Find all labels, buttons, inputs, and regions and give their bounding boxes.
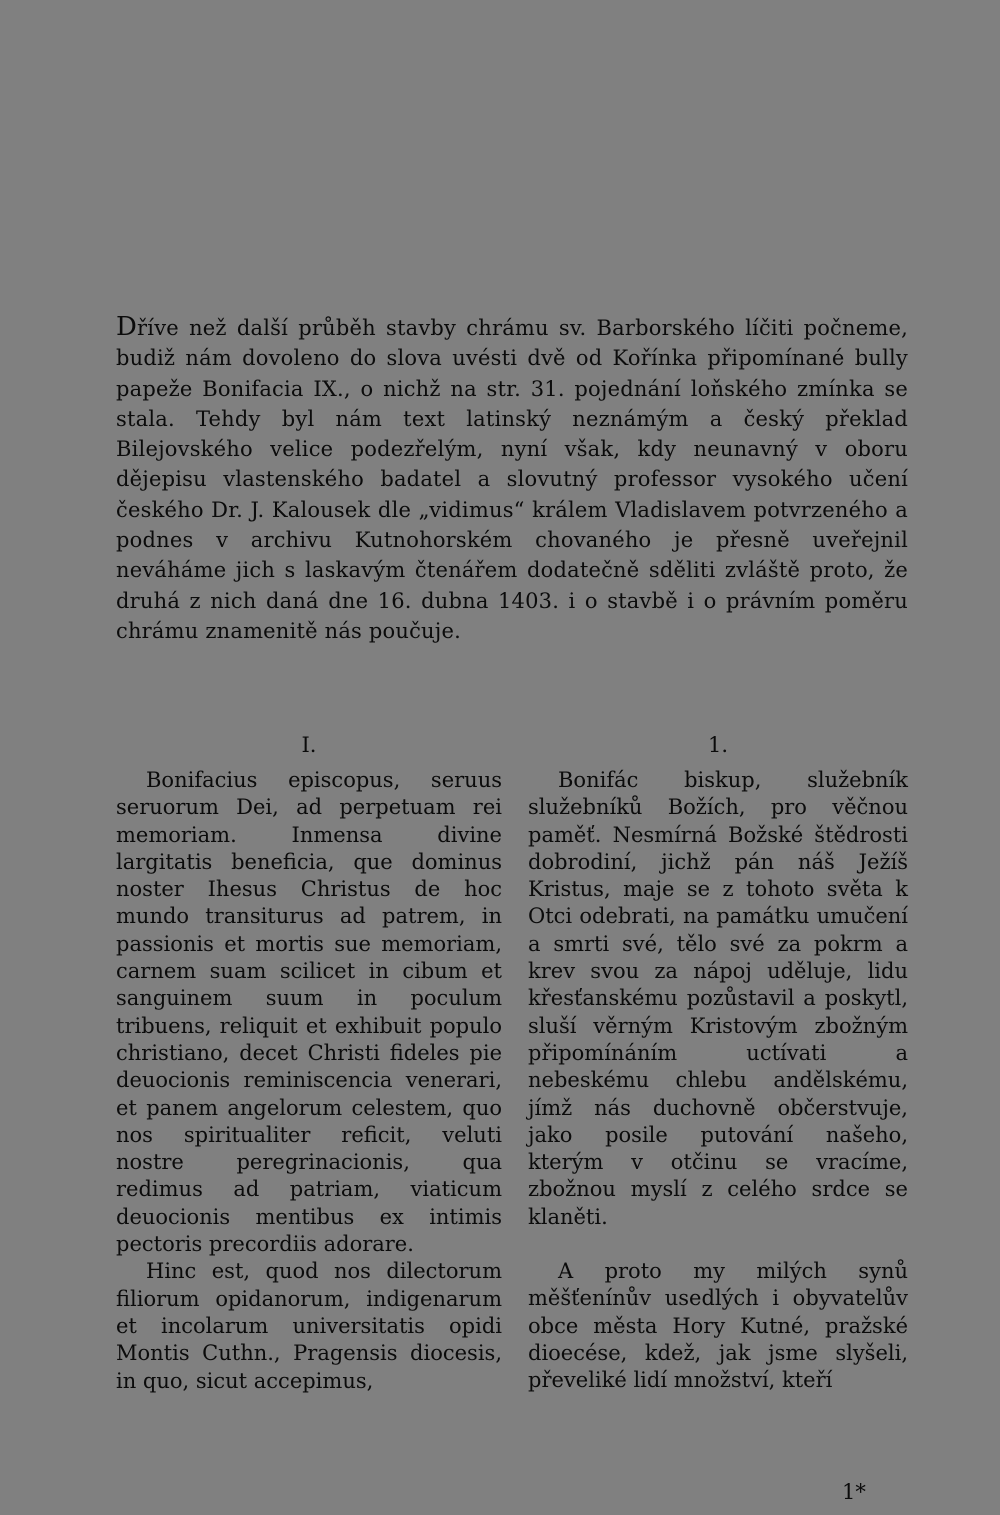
paragraph-gap (528, 1231, 908, 1258)
signature-mark: 1* (842, 1480, 866, 1504)
czech-heading: 1. (707, 733, 729, 757)
czech-paragraph-1: Bonifác biskup, služebník služebníků Božích, pro věčnou paměť. Nesmírná Božské štědrosti dobrodiní, jichž pán náš Ježíš Kristus, maje se z tohoto světa k Otci odebrati, na památku umučení a smrti své, tělo své za pokrm a krev svou za nápoj uděluje, lidu křesťanskému pozůstavil a poskytl, sluší věrným Kristovým zbožným připomínáním uctívati a nebeskému chlebu andělskému, jímž nás duchovně občerstvuje, jako posile putování našeho, kterým v otčinu se vracíme, zbožnou myslí z celého srdce se klaněti. (528, 768, 908, 1229)
intro-paragraph (116, 312, 908, 646)
latin-paragraph-2: Hinc est, quod nos dilectorum filiorum opidanorum, indigenarum et incolarum universitatis opidi Montis Cuthn., Pragensis diocesis, in quo, sicut accepimus, (116, 1259, 502, 1393)
intro-text: říve než další průběh stavby chrámu sv. Barborského líčiti počneme, budiž nám dovoleno do slova uvésti dvě od Kořínka připomínané bully papeže Bonifacia IX., o nichž na str. 31. pojednání loňského zmínka se stala. Tehdy byl nám text latinský neznámým a český překlad Bilejovského velice podezřelým, nyní však, kdy neunavný v oboru dějepisu vlastenského badatel a slovutný professor vysokého učení českého Dr. J. Kalousek dle „vidimus“ králem Vladislavem potvrzeného a podnes v archivu Kutnohorském chovaného je přesně uveřejnil neváháme jich s laskavým čtenářem dodatečně sděliti zvláště proto, že druhá z nich daná dne 16. dubna 1403. i o stavbě i o právním poměru chrámu znamenitě nás poučuje. (116, 316, 908, 643)
czech-paragraph-2: A proto my milých synů měšťenínův usedlých i obyvatelův obce města Hory Kutné, pražské dioecése, kdež, jak jsme slyšeli, převeliké lidí množství, kteří (528, 1259, 908, 1393)
czech-column (528, 732, 908, 1395)
latin-paragraph-1: Bonifacius episcopus, seruus seruorum Dei, ad perpetuam rei memoriam. Inmensa divine largitatis beneficia, que dominus noster Ihesus Christus de hoc mundo transiturus ad patrem, in passionis et mortis sue memoriam, carnem suam scilicet in cibum et sanguinem suum in poculum tribuens, reliquit et exhibuit populo christiano, decet Christi fideles pie deuocionis reminiscencia venerari, et panem angelorum celestem, quo nos spiritualiter reficit, veluti nostre peregrinacionis, qua redimus ad patriam, viaticum deuocionis mentibus ex intimis pectoris precordiis adorare. (116, 768, 502, 1257)
drop-cap: D (116, 312, 138, 342)
intro-text-block (116, 312, 908, 646)
latin-column (116, 732, 502, 1395)
latin-heading: I. (301, 733, 317, 757)
